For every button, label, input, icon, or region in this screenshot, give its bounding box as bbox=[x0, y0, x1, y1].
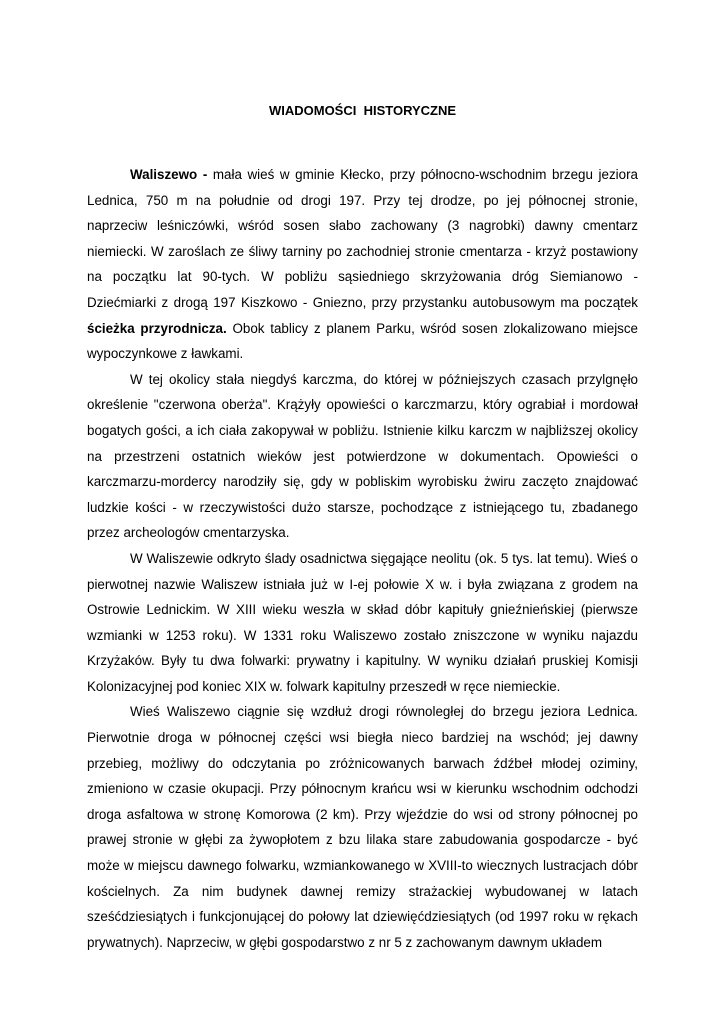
document-page bbox=[87, 100, 638, 955]
paragraph-text: Obok tablicy z planem Parku, wśród sosen zlokalizowano miejsce wypoczynkowe z ławkami. bbox=[87, 320, 639, 362]
bold-term: ścieżka przyrodnicza. bbox=[87, 320, 227, 336]
paragraph-karczma: W tej okolicy stała niegdyś karczma, do której w późniejszych czasach przylgnęło określenie "czerwona oberża". Krążyły opowieści o karczmarzu, który ograbiał i mordował bogatych gości, a ich ciała zakopywał w pobliżu. Istnienie kilku karczm w najbliższej okolicy na przestrzeni ostatnich wieków jest potwierdzone w dokumentach. Opowieści o karczmarzu-mordercy narodziły się, gdy w pobliskim wyrobisku żwiru zaczęto znajdować ludzkie kości - w rzeczywistości dużo starsze, pochodzące z istniejącego tu, zbadanego przez archeologów cmentarzyska. bbox=[87, 371, 638, 541]
paragraph-waliszewo-intro bbox=[87, 162, 638, 367]
paragraph-text: mała wieś w gminie Kłecko, przy północno-wschodnim brzegu jeziora Lednica, 750 m na południe od drogi 197. Przy tej drodze, po jej północnej stronie, naprzeciw leśniczówki, wśród sosen słabo zachowany (3 nagrobki) dawny cmentarz niemiecki. W zaroślach ze śliwy tarniny po zachodniej stronie cmentarza - krzyż postawiony na początku lat 90-tych. W pobliżu sąsiedniego skrzyżowania dróg Siemianowo - Dziećmiarki z drogą 197 Kiszkowo - Gniezno, przy przystanku autobusowym ma początek bbox=[87, 167, 638, 310]
lead-term: Waliszewo - bbox=[130, 167, 208, 182]
paragraph-osadnictwo: W Waliszewie odkryto ślady osadnictwa sięgające neolitu (ok. 5 tys. lat temu). Wieś o pierwotnej nazwie Waliszew istniała już w I-ej połowie X w. i była związana z grodem na Ostrowie Lednickim. W XIII wieku weszła w skład dóbr kapituły gnieźnieńskiej (pierwsze wzmianki w 1253 roku). W 1331 roku Waliszewo zostało zniszczone w wyniku najazdu Krzyżaków. Były tu dwa folwarki: prywatny i kapitulny. W wyniku działań pruskiej Komisji Kolonizacyjnej pod koniec XIX w. folwark kapitulny przeszedł w ręce niemieckie. bbox=[87, 550, 638, 694]
paragraph-wies-opis: Wieś Waliszewo ciągnie się wzdłuż drogi równoległej do brzegu jeziora Lednica. Pierwotnie droga w północnej części wsi biegła nieco bardziej na wschód; jej dawny przebieg, możliwy do odczytania po zróżnicowanych barwach źdźbeł młodej oziminy, zmieniono w czasie okupacji. Przy północnym krańcu wsi w kierunku wschodnim odchodzi droga asfaltowa w stronę Komorowa (2 km). Przy wjeździe do wsi od strony północnej po prawej stronie w głębi za żywopłotem z bzu lilaka stare zabudowania gospodarcze - być może w miejscu dawnego folwarku, wzmiankowanego w XVIII-to wiecznych lustracjach dóbr kościelnych. Za nim budynek dawnej remizy strażackiej wybudowanej w latach sześćdziesiątych i funkcjonującej do połowy lat dziewięćdziesiątych (od 1997 roku w rękach prywatnych). Naprzeciw, w głębi gospodarstwo z nr 5 z zachowanym dawnym układem bbox=[87, 704, 638, 950]
document-title: WIADOMOŚCI HISTORYCZNE bbox=[268, 103, 457, 118]
